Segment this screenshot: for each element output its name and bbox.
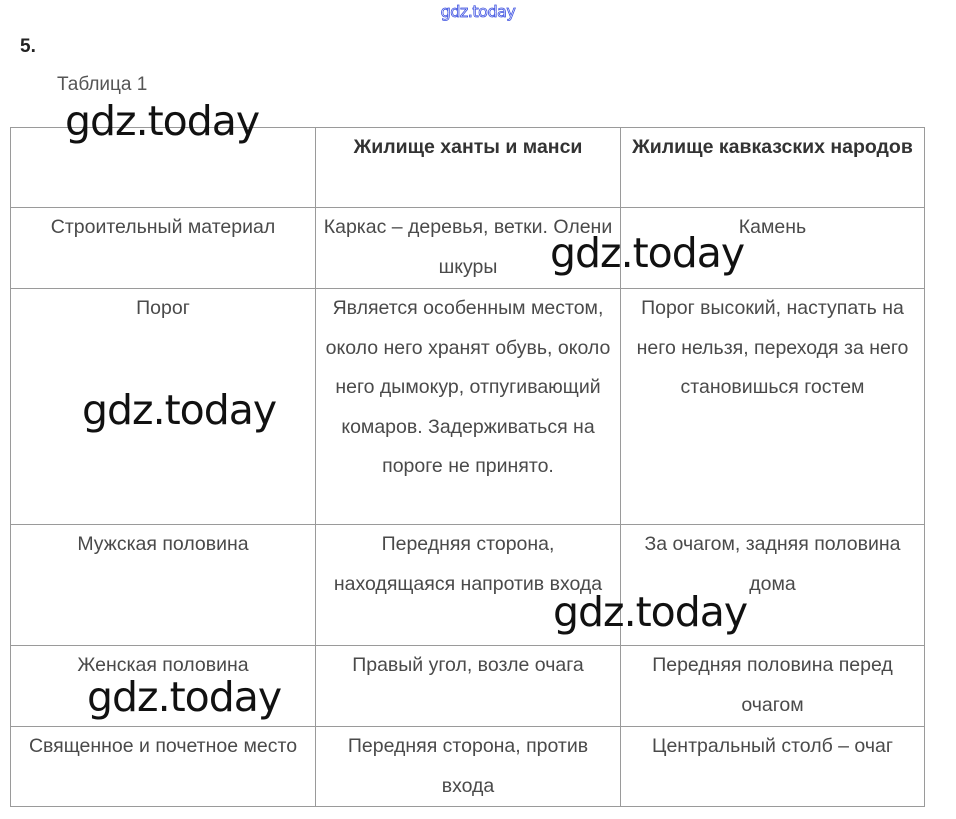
watermark: gdz.today xyxy=(550,229,745,277)
khanty-mansi-cell: Является особенным местом, около него хранят обувь, около него дымокур, отпугивающий комаров. Задерживаться на пороге не принято. xyxy=(316,289,621,525)
caucasus-cell: Центральный столб – очаг xyxy=(621,727,925,807)
feature-cell: Мужская половина xyxy=(11,525,316,646)
khanty-mansi-cell: Правый угол, возле очага xyxy=(316,646,621,727)
watermark: gdz.today xyxy=(87,673,282,721)
table-row xyxy=(11,727,925,807)
khanty-mansi-cell: Передняя сторона, против входа xyxy=(316,727,621,807)
feature-cell: Строительный материал xyxy=(11,208,316,289)
site-watermark-top: gdz.today xyxy=(440,2,516,21)
feature-cell: Порог xyxy=(11,289,316,525)
task-number: 5. xyxy=(20,36,36,57)
watermark: gdz.today xyxy=(82,386,277,434)
table-row xyxy=(11,208,925,289)
table-caption: Таблица 1 xyxy=(57,74,148,95)
feature-cell: Священное и почетное место xyxy=(11,727,316,807)
caucasus-cell: За очагом, задняя половина дома xyxy=(621,525,925,646)
header-cell-caucasus: Жилище кавказских народов xyxy=(621,128,925,208)
watermark: gdz.today xyxy=(553,588,748,636)
header-cell-khanty-mansi: Жилище ханты и манси xyxy=(316,128,621,208)
caucasus-cell: Порог высокий, наступать на него нельзя, переходя за него становишься гостем xyxy=(621,289,925,525)
khanty-mansi-cell: Передняя сторона, находящаяся напротив входа xyxy=(316,525,621,646)
watermark: gdz.today xyxy=(65,97,260,145)
caucasus-cell: Передняя половина перед очагом xyxy=(621,646,925,727)
feature-cell: Женская половина xyxy=(11,646,316,727)
khanty-mansi-cell: Каркас – деревья, ветки. Олени шкуры xyxy=(316,208,621,289)
table-row xyxy=(11,525,925,646)
caucasus-cell: Камень xyxy=(621,208,925,289)
